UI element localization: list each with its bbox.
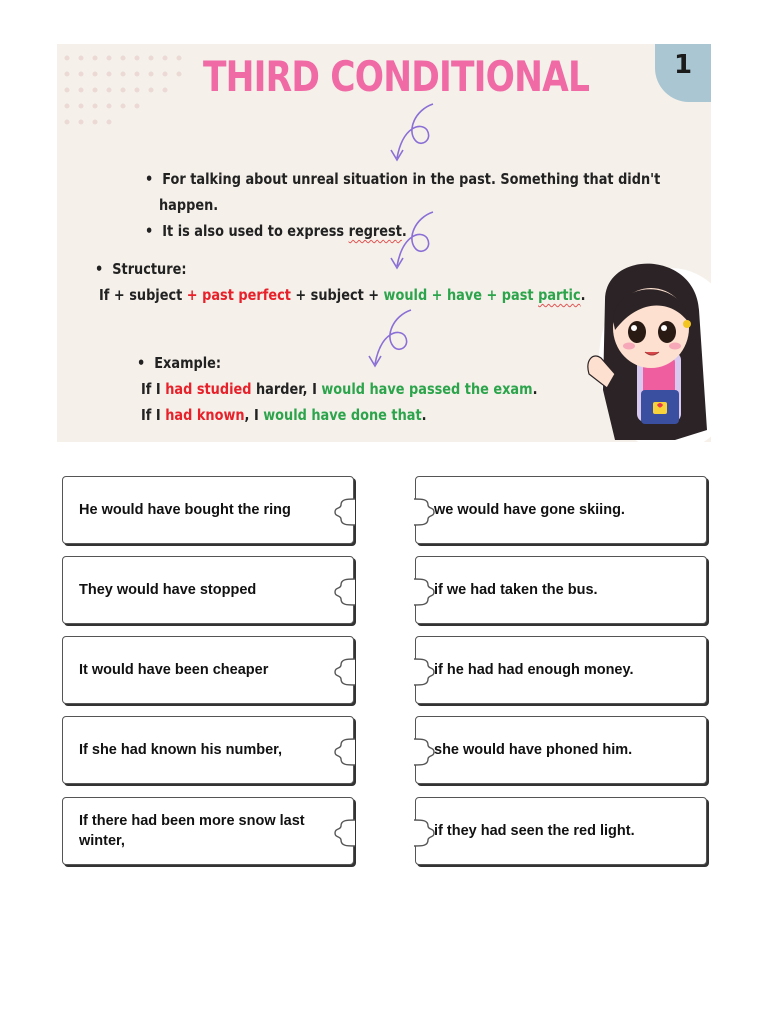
puzzle-piece-right-5[interactable]: [415, 797, 707, 865]
puzzle-notch-icon: [333, 657, 355, 687]
example-line-1: If I had studied harder, I would have passed the exam.: [141, 380, 538, 398]
puzzle-tab-icon: [414, 818, 436, 848]
puzzle-piece-left-1[interactable]: [62, 476, 354, 544]
puzzle-piece-right-1[interactable]: [415, 476, 707, 544]
usage-bullet-1: • For talking about unreal situation in the past. Something that didn't: [145, 170, 661, 188]
puzzle-tab-icon: [414, 657, 436, 687]
puzzle-notch-icon: [333, 577, 355, 607]
usage-bullet-2: • It is also used to express regrest.: [145, 222, 407, 240]
puzzle-tab-icon: [414, 737, 436, 767]
puzzle-notch-icon: [333, 497, 355, 527]
puzzle-text: if they had seen the red light.: [434, 822, 635, 839]
page-title: THIRD CONDITIONAL: [203, 52, 590, 101]
puzzle-piece-right-4[interactable]: [415, 716, 707, 784]
puzzle-piece-left-4[interactable]: [62, 716, 354, 784]
page-number-tab: [655, 44, 711, 102]
structure-heading: • Structure:: [95, 260, 187, 278]
example-heading: • Example:: [137, 354, 222, 372]
puzzle-text: we would have gone skiing.: [434, 501, 625, 518]
dot-pattern: [57, 44, 197, 134]
puzzle-text: if we had taken the bus.: [434, 581, 598, 598]
cartoon-girl-illustration: [575, 240, 711, 442]
structure-formula: If + subject + past perfect + subject + would + have + past partic.: [99, 286, 586, 304]
page-number: 1: [673, 50, 693, 80]
usage-bullet-1-continued: happen.: [159, 196, 219, 214]
puzzle-notch-icon: [333, 818, 355, 848]
puzzle-text: If she had known his number,: [79, 741, 283, 758]
puzzle-tab-icon: [414, 577, 436, 607]
grammar-banner: [57, 44, 711, 442]
curly-arrow-icon: [385, 100, 445, 166]
puzzle-notch-icon: [333, 737, 355, 767]
puzzle-piece-right-2[interactable]: [415, 556, 707, 624]
puzzle-text: if he had had enough money.: [434, 661, 634, 678]
puzzle-piece-left-2[interactable]: [62, 556, 354, 624]
puzzle-text: They would have stopped: [79, 581, 257, 598]
curly-arrow-icon: [363, 306, 423, 372]
puzzle-piece-right-3[interactable]: [415, 636, 707, 704]
example-line-2: If I had known, I would have done that.: [141, 406, 427, 424]
puzzle-text: It would have been cheaper: [79, 661, 269, 678]
puzzle-text: If there had been more snow last winter,: [79, 812, 305, 849]
puzzle-piece-left-5[interactable]: [62, 797, 354, 865]
puzzle-piece-left-3[interactable]: [62, 636, 354, 704]
puzzle-text: she would have phoned him.: [434, 741, 633, 758]
puzzle-tab-icon: [414, 497, 436, 527]
curly-arrow-icon: [385, 208, 445, 274]
puzzle-text: He would have bought the ring: [79, 501, 291, 518]
